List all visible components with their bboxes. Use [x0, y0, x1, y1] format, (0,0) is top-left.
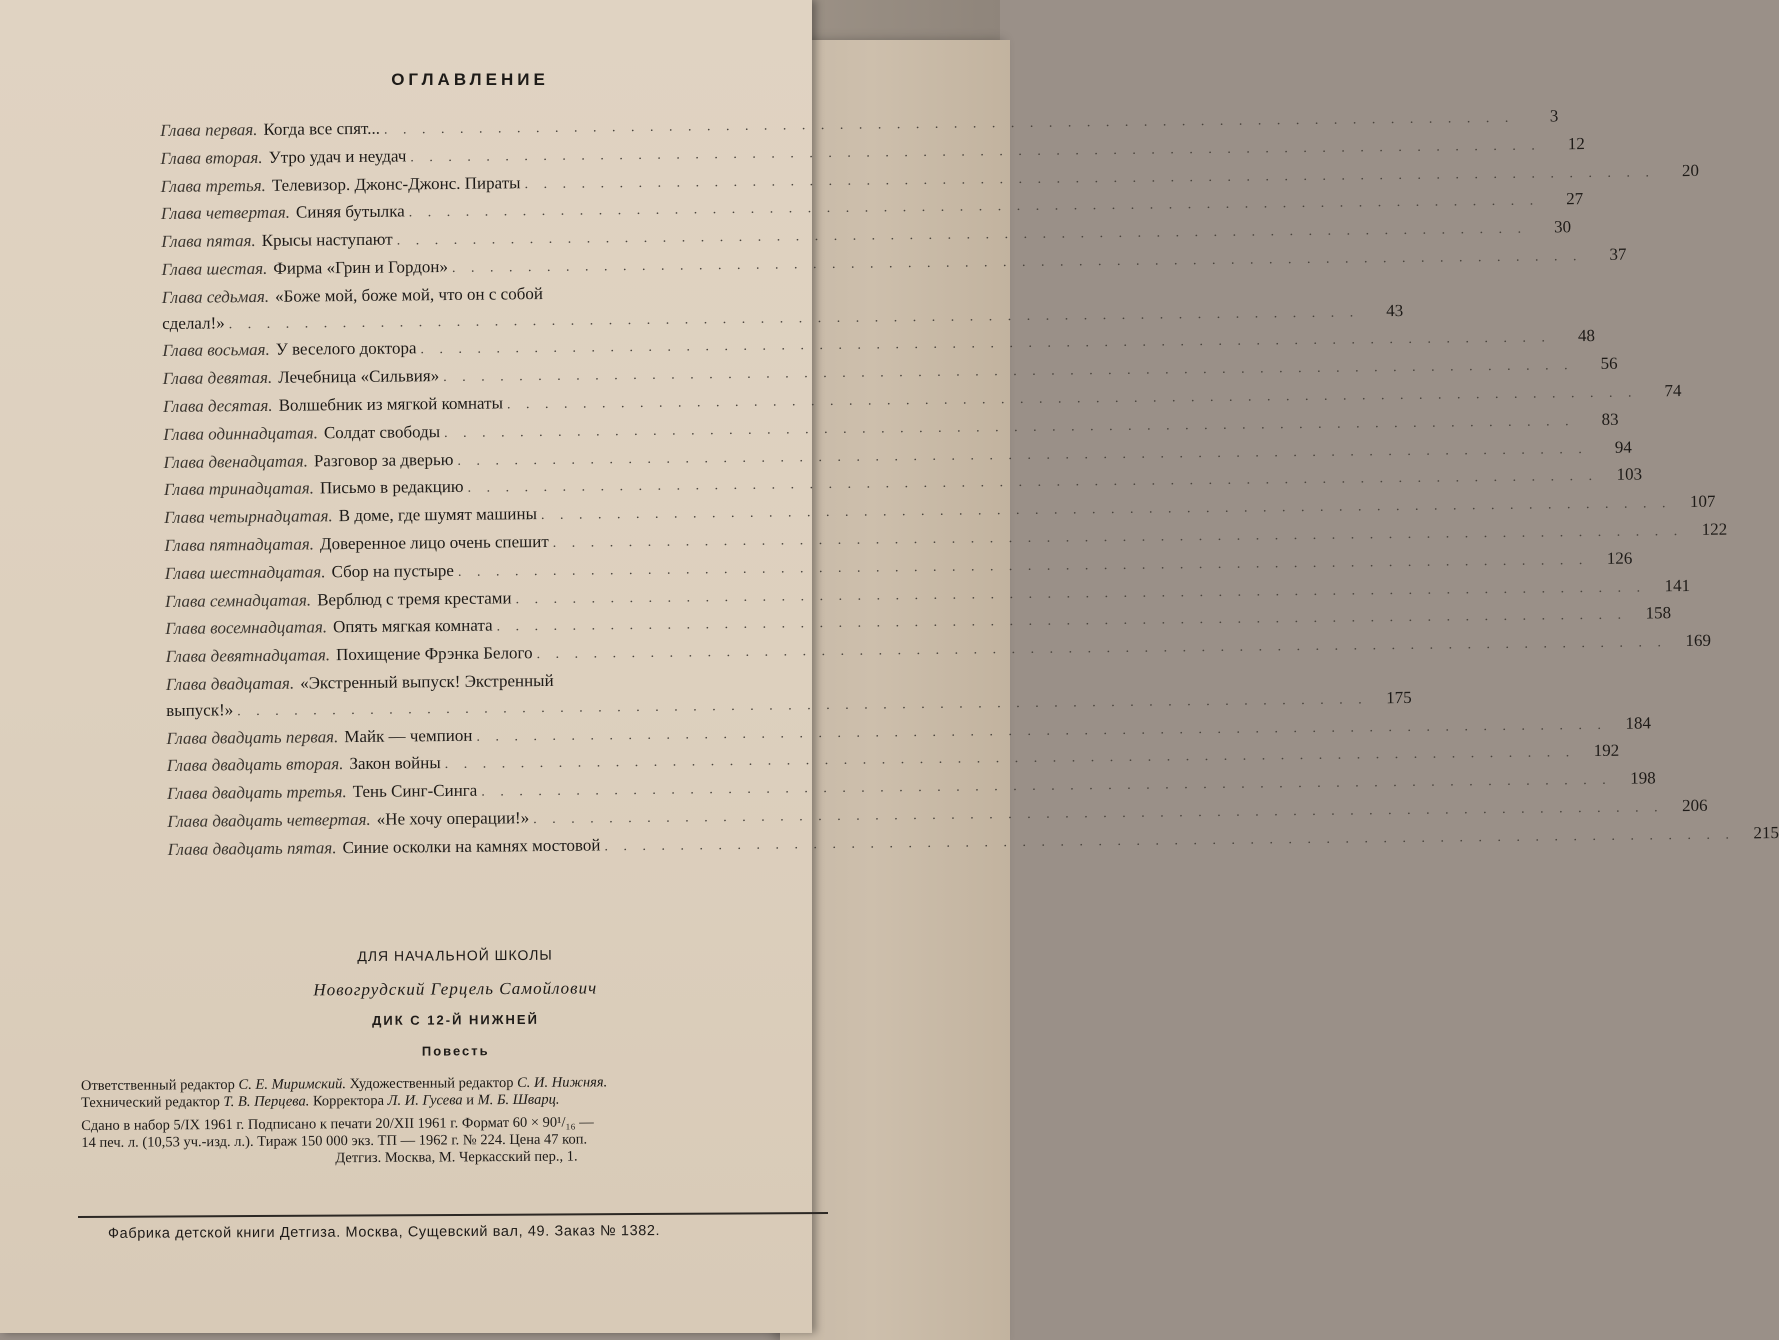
book-genre: Повесть [421, 1043, 490, 1059]
chapter-label: Глава девятая. [162, 368, 273, 389]
chapter-title: «Не хочу операции!» [376, 808, 530, 829]
dot-leader: . . . . . . . . . . . . . . . . . . . . . . . . . . . . . . . . . . . . . . . . . . . . . . . . . . . . . . . . . . . . [604, 827, 1736, 855]
dot-leader: . . . . . . . . . . . . . . . . . . . . . . . . . . . . . . . . . . . . . . . . . . . . . . . . . . . . . . . . . . . . [457, 552, 1589, 580]
dot-leader: . . . . . . . . . . . . . . . . . . . . . . . . . . . . . . . . . . . . . . . . . . . . . . . . . . . . . . . . . . . . [540, 496, 1672, 524]
dot-leader: . . . . . . . . . . . . . . . . . . . . . . . . . . . . . . . . . . . . . . . . . . . . . . . . . . . . . . . . . . . . [515, 580, 1647, 607]
chapter-title: Синяя бутылка [295, 201, 405, 222]
chapter-label: Глава шестнадцатая. [164, 562, 326, 583]
chapter-title: Майк — чемпион [344, 725, 473, 746]
chapter-page-number: 126 [1606, 548, 1633, 568]
chapter-title: Волшебник из мягкой комнаты [278, 393, 504, 415]
credit-conjunction: и [466, 1092, 475, 1109]
chapter-title: Верблюд с тремя крестами [317, 587, 512, 609]
divider-rule [78, 1212, 828, 1218]
chapter-label: Глава двадцать первая. [166, 726, 339, 748]
credit-person: С. Е. Миримский. [238, 1076, 347, 1093]
chapter-page-number: 158 [1645, 603, 1672, 623]
chapter-page-number: 122 [1701, 519, 1728, 539]
chapter-label: Глава восемнадцатая. [165, 617, 328, 639]
print-line-1: Сдано в набор 5/IX 1961 г. Подписано к печати 20/XII 1961 г. Формат 60 × 90¹/₁₆ — [81, 1114, 594, 1134]
author-name: Новогрудский Герцель Самойлович [313, 978, 598, 1000]
chapter-title: Письмо в редакцию [319, 477, 464, 498]
chapter-label: Глава седьмая. [161, 286, 270, 307]
dot-leader: . . . . . . . . . . . . . . . . . . . . . . . . . . . . . . . . . . . . . . . . . . . . . . . . . . . . . . . . . . . . [536, 635, 1668, 663]
chapter-label: Глава девятнадцатая. [165, 645, 331, 667]
chapter-label: Глава семнадцатая. [164, 589, 312, 611]
credits [81, 1073, 832, 1169]
dot-leader: . . . . . . . . . . . . . . . . . . . . . . . . . . . . . . . . . . . . . . . . . . . . . . . . . . . . . . . . . . . . [443, 358, 1574, 386]
dot-leader: . . . . . . . . . . . . . . . . . . . . . . . . . . . . . . . . . . . . . . . . . . . . . . . . . . . . . . . . . . . . [467, 469, 1599, 497]
chapter-title: Закон войны [349, 753, 441, 774]
dot-leader: . . . . . . . . . . . . . . . . . . . . . . . . . . . . . . . . . . . . . . . . . . . . . . . . . . . . . . . . . . . . [476, 717, 1607, 745]
chapter-page-number: 56 [1600, 353, 1618, 374]
chapter-label: Глава пятая. [161, 231, 256, 252]
imprint-block [80, 945, 832, 1169]
chapter-page-number: 30 [1553, 217, 1572, 237]
chapter-page-number: 48 [1577, 326, 1596, 346]
dot-leader: . . . . . . . . . . . . . . . . . . . . . . . . . . . . . . . . . . . . . . . . . . . . . . . . . . . . . . . . . . . . [457, 441, 1588, 469]
chapter-page-number: 83 [1601, 409, 1619, 429]
chapter-label: Глава двадцать четвертая. [167, 809, 371, 831]
dot-leader: . . . . . . . . . . . . . . . . . . . . . . . . . . . . . . . . . . . . . . . . . . . . . . . . . . . . . . . . . . . . [420, 330, 1552, 358]
dot-leader: . . . . . . . . . . . . . . . . . . . . . . . . . . . . . . . . . . . . . . . . . . . . . . . . . . . . . . . . . . . . [410, 138, 1541, 166]
chapter-page-number: 103 [1616, 464, 1643, 485]
dot-leader: . . . . . . . . . . . . . . . . . . . . . . . . . . . . . . . . . . . . . . . . . . . . . . . . . . . . . . . . . . . . [383, 110, 1515, 138]
chapter-title: Утро удач и неудач [268, 146, 407, 167]
chapter-label: Глава пятнадцатая. [164, 534, 315, 555]
print-line-2: 14 печ. л. (10,53 уч.-изд. л.). Тираж 150 000 экз. ТП — 1962 г. № 224. Цена 47 коп. [81, 1131, 588, 1151]
chapter-label: Глава десятая. [162, 395, 273, 416]
chapter-title: Разговор за дверью [313, 449, 454, 470]
series-name: ДЛЯ НАЧАЛЬНОЙ ШКОЛЫ [357, 946, 553, 965]
chapter-title: Тень Синг-Синга [352, 780, 478, 802]
chapter-label: Глава двенадцатая. [163, 451, 309, 472]
chapter-page-number: 175 [1386, 687, 1412, 707]
chapter-title: Солдат свободы [323, 421, 441, 443]
chapter-title: Доверенное лицо очень спешит [319, 531, 549, 554]
dot-leader: . . . . . . . . . . . . . . . . . . . . . . . . . . . . . . . . . . . . . . . . . . . . . . . . . . . . . . . . . . . . [496, 608, 1628, 635]
chapter-title-continuation: сделал!» [162, 312, 225, 333]
toc-entry [167, 822, 1779, 864]
chapter-label: Глава четырнадцатая. [164, 506, 333, 528]
dot-leader: . . . . . . . . . . . . . . . . . . . . . . . . . . . . . . . . . . . . . . . . . . . . . . . . . . . . . . . . . . . . [228, 305, 1360, 332]
chapter-label: Глава двадцать пятая. [167, 837, 337, 859]
chapter-page-number: 27 [1566, 189, 1584, 209]
chapter-label: Глава восьмая. [162, 340, 270, 361]
credit-role: Технический редактор [81, 1094, 220, 1111]
dot-leader: . . . . . . . . . . . . . . . . . . . . . . . . . . . . . . . . . . . . . . . . . . . . . . . . . . . . . . . . . . . . [451, 249, 1583, 276]
chapter-page-number: 184 [1625, 712, 1651, 733]
book-title: ДИК С 12-Й НИЖНЕЙ [372, 1011, 539, 1028]
chapter-title: Фирма «Грин и Гордон» [273, 256, 449, 278]
chapter-title: Лечебница «Сильвия» [278, 366, 440, 387]
chapter-title: Когда все спят... [263, 118, 380, 139]
chapter-page-number: 192 [1593, 741, 1620, 761]
chapter-title: Похищение Фрэнка Белого [336, 643, 533, 665]
chapter-page-number: 169 [1685, 630, 1712, 651]
credit-role: Ответственный редактор [80, 1076, 235, 1094]
dot-leader: . . . . . . . . . . . . . . . . . . . . . . . . . . . . . . . . . . . . . . . . . . . . . . . . . . . . . . . . . . . . [552, 524, 1684, 551]
credit-role: Корректора [312, 1092, 385, 1110]
credit-person: М. Б. Шварц. [477, 1091, 560, 1109]
dot-leader: . . . . . . . . . . . . . . . . . . . . . . . . . . . . . . . . . . . . . . . . . . . . . . . . . . . . . . . . . . . . [481, 772, 1612, 800]
dot-leader: . . . . . . . . . . . . . . . . . . . . . . . . . . . . . . . . . . . . . . . . . . . . . . . . . . . . . . . . . . . . [237, 692, 1368, 719]
chapter-title: Синие осколки на камнях мостовой [342, 835, 601, 857]
factory-line: Фабрика детской книги Детгиза. Москва, Сущевский вал, 49. Заказ № 1382. [107, 1222, 661, 1242]
chapter-page-number: 141 [1664, 575, 1691, 595]
dot-leader: . . . . . . . . . . . . . . . . . . . . . . . . . . . . . . . . . . . . . . . . . . . . . . . . . . . . . . . . . . . . [444, 745, 1576, 773]
chapter-page-number: 206 [1682, 795, 1708, 816]
chapter-title: Крысы наступают [261, 229, 393, 251]
chapter-label: Глава двадцать третья. [166, 782, 347, 804]
credit-person: Л. И. Гусева [387, 1092, 463, 1109]
credit-role: Художественный редактор [349, 1074, 514, 1093]
chapter-page-number: 37 [1609, 244, 1627, 264]
chapter-label: Глава четвертая. [160, 203, 291, 224]
chapter-title: В доме, где шумят машины [338, 504, 538, 526]
chapter-page-number: 43 [1386, 300, 1404, 320]
chapter-title: Телевизор. Джонс-Джонс. Пираты [271, 172, 521, 195]
chapter-title: У веселого доктора [275, 338, 417, 360]
chapter-page-number: 12 [1567, 133, 1585, 154]
chapter-page-number: 3 [1549, 106, 1559, 126]
chapter-label: Глава третья. [160, 175, 266, 196]
dot-leader: . . . . . . . . . . . . . . . . . . . . . . . . . . . . . . . . . . . . . . . . . . . . . . . . . . . . . . . . . . . . [396, 221, 1528, 249]
chapter-label: Глава одиннадцатая. [163, 423, 318, 444]
dot-leader: . . . . . . . . . . . . . . . . . . . . . . . . . . . . . . . . . . . . . . . . . . . . . . . . . . . . . . . . . . . . [524, 164, 1656, 192]
chapter-page-number: 215 [1753, 822, 1779, 843]
chapter-title: «Экстренный выпуск! Экстренный [300, 670, 554, 693]
dot-leader: . . . . . . . . . . . . . . . . . . . . . . . . . . . . . . . . . . . . . . . . . . . . . . . . . . . . . . . . . . . . [444, 413, 1575, 441]
dot-leader: . . . . . . . . . . . . . . . . . . . . . . . . . . . . . . . . . . . . . . . . . . . . . . . . . . . . . . . . . . . . [533, 800, 1664, 828]
dot-leader: . . . . . . . . . . . . . . . . . . . . . . . . . . . . . . . . . . . . . . . . . . . . . . . . . . . . . . . . . . . . [408, 193, 1540, 221]
chapter-page-number: 198 [1630, 768, 1656, 788]
chapter-title: «Боже мой, боже мой, что он с собой [274, 283, 544, 306]
print-line-3: Детгиз. Москва, М. Черкасский пер., 1. [335, 1148, 578, 1167]
credit-person: Т. В. Перцева. [223, 1093, 310, 1111]
chapter-title: Сбор на пустыре [331, 560, 455, 581]
chapter-label: Глава шестая. [161, 258, 268, 279]
chapter-page-number: 74 [1664, 381, 1682, 401]
table-of-contents [160, 106, 1779, 865]
chapter-page-number: 107 [1689, 491, 1716, 512]
chapter-label: Глава первая. [160, 119, 258, 140]
chapter-label: Глава двадцать вторая. [166, 754, 344, 776]
chapter-label: Глава вторая. [160, 147, 263, 168]
chapter-page-number: 94 [1614, 437, 1632, 457]
chapter-page-number: 20 [1681, 160, 1700, 180]
chapter-title-continuation: выпуск!» [166, 700, 234, 720]
chapter-label: Глава двадцатая. [165, 673, 295, 694]
chapter-label: Глава тринадцатая. [163, 478, 315, 500]
chapter-title: Опять мягкая комната [332, 615, 493, 637]
credit-person: С. И. Нижняя. [517, 1074, 608, 1091]
dot-leader: . . . . . . . . . . . . . . . . . . . . . . . . . . . . . . . . . . . . . . . . . . . . . . . . . . . . . . . . . . . . [506, 385, 1638, 413]
toc-heading: ОГЛАВЛЕНИЕ [391, 70, 549, 89]
